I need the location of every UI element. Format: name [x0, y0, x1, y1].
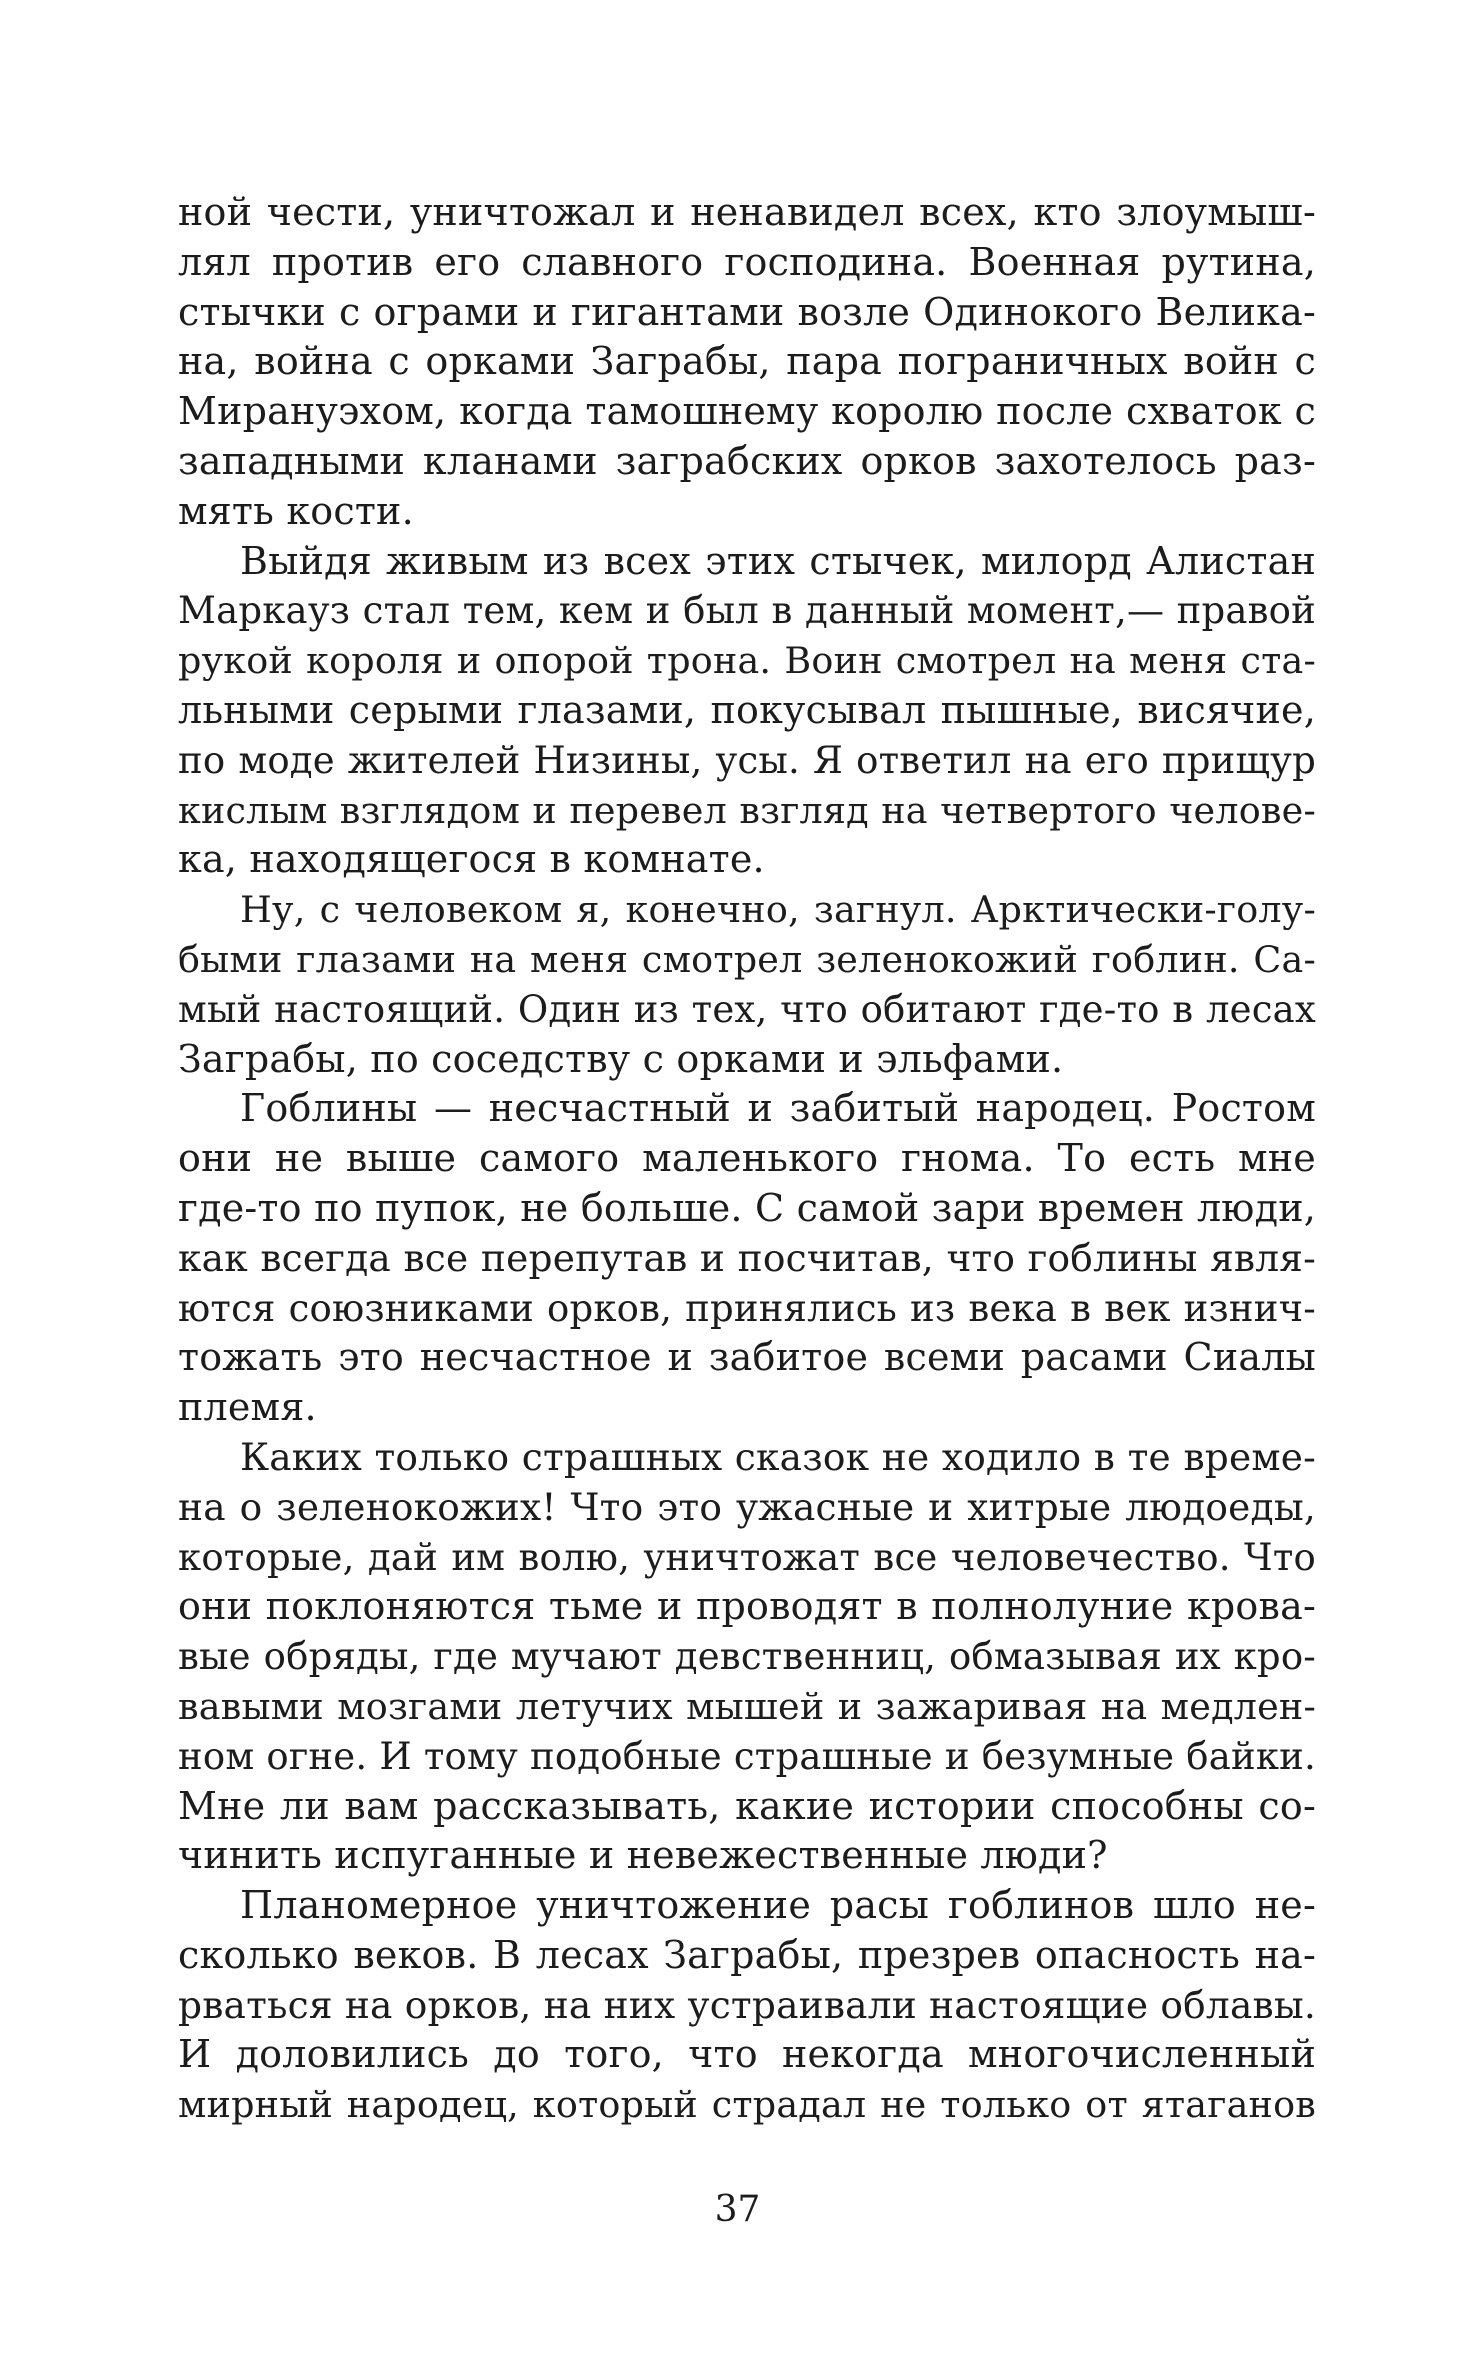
text-line: Планомерное уничтожение расы гоблинов шло не- — [240, 1883, 1316, 1928]
text-line: мирный народец, который страдал не только от ятаганов — [178, 2083, 1316, 2127]
text-line: вавыми мозгами летучих мышей и зажаривая на медлен- — [178, 1684, 1316, 1728]
text-line: Ну, с человеком я, конечно, загнул. Арктически-голу- — [240, 888, 1316, 932]
text-line: Мне ли вам рассказывать, какие истории способны со- — [178, 1783, 1316, 1828]
text-line: быми глазами на меня смотрел зеленокожий гоблин. Са- — [178, 937, 1316, 981]
text-line: ном огне. И тому подобные страшные и безумные байки. — [178, 1734, 1316, 1778]
text-line: которые, дай им волю, уничтожат все человечество. Что — [178, 1535, 1316, 1579]
text-line: стычки с ограми и гигантами возле Одинокого Велика- — [178, 289, 1316, 334]
page-body — [178, 188, 1316, 2130]
text-line: по моде жителей Низины, усы. Я ответил на его прищур — [178, 738, 1316, 782]
text-line: как всегда все перепутав и посчитав, что гоблины явля- — [178, 1235, 1316, 1280]
text-line: ются союзниками орков, принялись из века в век изнич- — [178, 1286, 1316, 1330]
text-line: Мирануэхом, когда тамошнему королю после схваток с — [178, 389, 1316, 434]
text-line: Маркауз стал тем, кем и был в данный момент,— правой — [178, 589, 1316, 633]
text-line: рукой короля и опорой трона. Воин смотрел на меня ста- — [178, 639, 1316, 683]
text-line: западными кланами заграбских орков захотелось раз- — [178, 438, 1316, 483]
text-line: ка, находящегося в комнате. — [178, 837, 765, 882]
text-line: на о зеленокожих! Что это ужасные и хитрые людоеды, — [178, 1484, 1316, 1529]
text-line: лял против его славного господина. Военная рутина, — [178, 239, 1316, 284]
text-line: они не выше самого маленького гнома. То есть мне — [178, 1136, 1316, 1181]
text-line: чинить испуганные и невежественные люди? — [178, 1833, 1108, 1878]
text-line: Заграбы, по соседству с орками и эльфами. — [178, 1036, 1064, 1081]
text-line: они поклоняются тьме и проводят в полнолуние крова- — [178, 1584, 1316, 1629]
text-line: на, война с орками Заграбы, пара пограничных войн с — [178, 339, 1316, 384]
text-line: Выйдя живым из всех этих стычек, милорд Алистан — [240, 538, 1316, 583]
text-line: сколько веков. В лесах Заграбы, презрев опасность на- — [178, 1932, 1316, 1977]
text-line: мять кости. — [178, 488, 414, 533]
text-line: где-то по пупок, не больше. С самой зари времен люди, — [178, 1185, 1316, 1230]
page-number: 37 — [714, 2189, 761, 2230]
text-line: Каких только страшных сказок не ходило в те време- — [240, 1434, 1316, 1479]
text-line: мый настоящий. Один из тех, что обитают где-то в лесах — [178, 987, 1316, 1031]
text-line: льными серыми глазами, покусывал пышные, висячие, — [178, 687, 1316, 732]
text-line: тожать это несчастное и забитое всеми расами Сиалы — [178, 1335, 1316, 1380]
text-line: И доловились до того, что некогда многочисленный — [178, 2032, 1316, 2077]
text-line: ной чести, уничтожал и ненавидел всех, кто злоумыш- — [178, 190, 1316, 234]
text-line: вые обряды, где мучают девственниц, обмазывая их кро- — [178, 1635, 1316, 1679]
text-line: Гоблины — несчастный и забитый народец. Ростом — [240, 1086, 1316, 1131]
text-line: кислым взглядом и перевел взгляд на четвертого челове- — [178, 788, 1316, 832]
text-line: племя. — [178, 1385, 317, 1430]
text-line: рваться на орков, на них устраивали настоящие облавы. — [178, 1982, 1316, 2027]
